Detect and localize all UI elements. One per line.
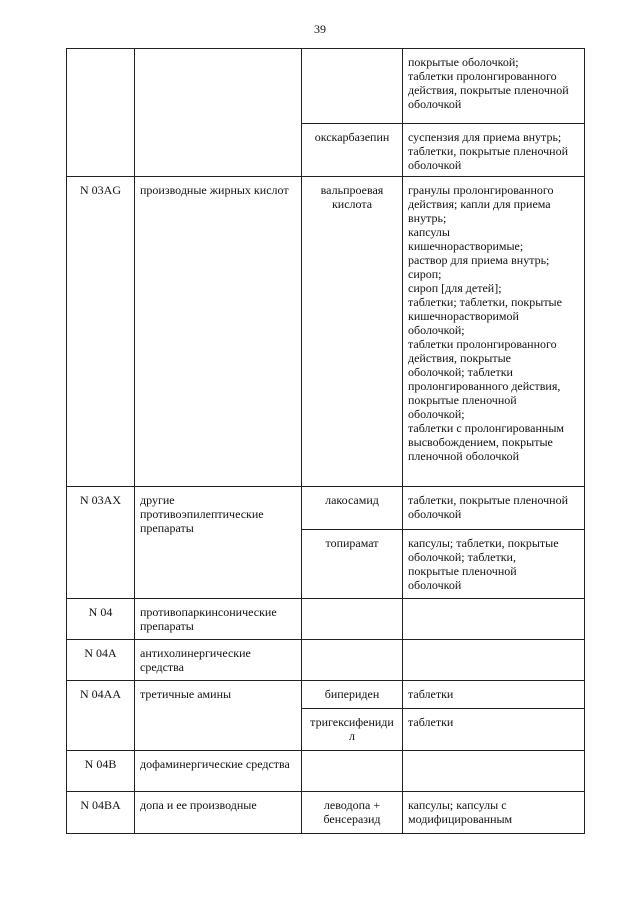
drug-name-cell: бипериден [302,681,403,709]
form-line: оболочкой [408,578,462,592]
form-line: оболочкой [408,507,462,521]
form-line: капсулы; таблетки, покрытые [408,536,559,550]
form-line: таблетки [408,687,454,701]
atc-code-cell: N 04B [67,751,135,792]
dosage-forms-cell [403,487,585,530]
dosage-forms-cell [403,792,585,834]
form-line: капсулы [408,225,450,239]
form-line: пролонгированного действия, [408,379,561,393]
dosage-forms-cell [403,751,585,792]
form-line: покрытые оболочкой; [408,55,519,69]
form-line: действия, покрытые пленочной [408,83,569,97]
group-name-cell: производные жирных кислот [135,177,302,487]
form-line: пленочной оболочкой [408,449,520,463]
table-row [67,599,585,640]
table-row [67,487,585,530]
drug-name-cell: леводопа + бенсеразид [302,792,403,834]
form-line: действия, покрытые [408,351,511,365]
page-number: 39 [314,22,326,36]
form-line: оболочкой; таблетки [408,365,513,379]
atc-code-cell: N 03AX [67,487,135,599]
dosage-forms-cell [403,709,585,751]
group-name-cell: третичные амины [135,681,302,751]
form-line: высвобождением, покрытые [408,435,553,449]
table-row [67,792,585,834]
atc-code-cell: N 04AA [67,681,135,751]
table-row [67,640,585,681]
atc-code-cell: N 03AG [67,177,135,487]
form-line: таблетки; таблетки, покрытые [408,295,562,309]
table-row [67,177,585,487]
form-line: таблетки пролонгированного [408,337,557,351]
group-name-cell: дофаминергические средства [135,751,302,792]
form-line: таблетки, покрытые пленочной [408,493,569,507]
form-line: таблетки пролонгированного [408,69,557,83]
dosage-forms-cell [403,124,585,177]
form-line: сироп [для детей]; [408,281,502,295]
dosage-forms-cell [403,640,585,681]
group-name-cell: допа и ее производные [135,792,302,834]
drug-name-cell: тригексифениди л [302,709,403,751]
atc-code-cell: N 04A [67,640,135,681]
drug-name-cell [302,49,403,124]
form-line: действия; капли для приема [408,197,551,211]
drug-name-cell: окскарбазепин [302,124,403,177]
dosage-forms-cell [403,530,585,599]
form-line: суспензия для приема внутрь; [408,130,562,144]
dosage-forms-cell [403,177,585,487]
form-line: внутрь; [408,211,447,225]
form-line: оболочкой; таблетки, [408,550,516,564]
atc-code-cell: N 04 [67,599,135,640]
form-line: покрытые пленочной [408,393,517,407]
dosage-forms-cell [403,681,585,709]
dosage-forms-cell [403,599,585,640]
form-line: капсулы; капсулы с [408,798,507,812]
form-line: оболочкой; [408,407,465,421]
drug-name-cell: топирамат [302,530,403,599]
drug-name-cell [302,640,403,681]
form-line: таблетки с пролонгированным [408,421,565,435]
group-name-cell: противопаркинсонические препараты [135,599,302,640]
table-row [67,751,585,792]
form-line: модифицированным [408,812,513,826]
table-row [67,49,585,124]
atc-code-cell: N 04BA [67,792,135,834]
drug-list-table [66,48,585,834]
form-line: кишечнорастворимой [408,309,519,323]
form-line: раствор для приема внутрь; [408,253,550,267]
group-name-cell: другие противоэпилептические препараты [135,487,302,599]
form-line: гранулы пролонгированного [408,183,554,197]
drug-name-cell: вальпроевая кислота [302,177,403,487]
form-line: таблетки, покрытые пленочной [408,144,569,158]
form-line: таблетки [408,715,454,729]
form-line: оболочкой [408,158,462,172]
dosage-forms-cell [403,49,585,124]
form-line: покрытые пленочной [408,564,517,578]
form-line: оболочкой [408,97,462,111]
form-line: кишечнорастворимые; [408,239,524,253]
table-row [67,681,585,709]
drug-name-cell [302,599,403,640]
group-name-cell [135,49,302,177]
form-line: сироп; [408,267,442,281]
group-name-cell: антихолинергические средства [135,640,302,681]
drug-name-cell [302,751,403,792]
form-line: оболочкой; [408,323,465,337]
atc-code-cell [67,49,135,177]
drug-name-cell: лакосамид [302,487,403,530]
